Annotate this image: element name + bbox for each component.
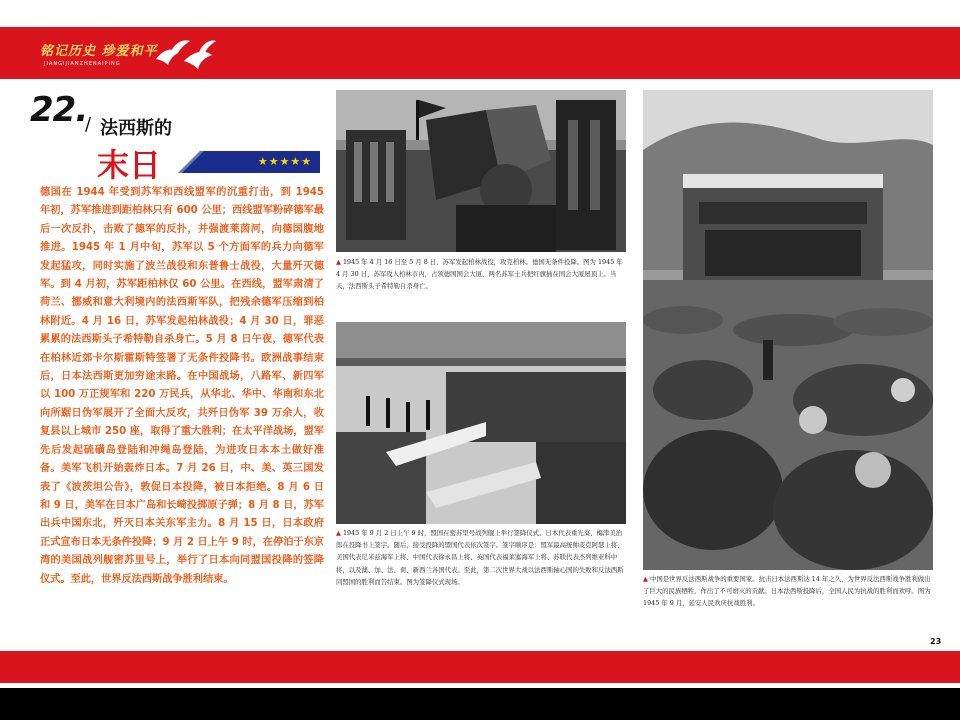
triangle-bullet-icon: ▲ — [643, 575, 648, 583]
caption-photo2-text: 1945 年 9 月 2 日上午 9 时，盟国在密苏里号战列舰上举行签降仪式。日本代表重光葵、梅津美治郎在投降书上签字。随后，接受投降的盟国代表依次签字。签字顺序是：盟军最高统帅麦克阿瑟上将、美国代表尼米兹海军上将、中国代表徐永昌上将、英国代表福莱塞海军上将、苏联代表杰列维亚科中将，以及澳、加、法、荷、新西兰各国代表。至此，第二次世界大战以法西斯轴心国的失败和反法西斯同盟国的胜利而告结束。图为签降仪式现场。 — [336, 529, 624, 586]
bottom-letterbox — [0, 688, 960, 720]
photo-surrender-ceremony — [336, 322, 626, 524]
article-body: 德国在 1944 年受到苏军和西线盟军的沉重打击，到 1945 年初，苏军推进到距柏林只有 600 公里；西线盟军粉碎德军最后一次反扑，击败了德军的反扑，并强渡莱茵河，向德国腹地推进。1945 年 1 月中旬，苏军以 5 个方面军的兵力向德军发起猛攻，同时实施了波兰战役和东普鲁士战役，大量歼灭德军。到 4 月初，苏军距柏林仅 60 公里。在西线，盟军肃清了荷兰、挪威和意大利境内的法西斯军队，把残余德军压缩到柏林附近。4 月 16 日，苏军发起柏林战役；4 月 30 日，罪恶累累的法西斯头子希特勒自杀身亡。5 月 8 日午夜，德军代表在柏林近郊卡尔斯霍斯特签署了无条件投降书。欧洲战事结束后，日本法西斯更加穷途末路。在中国战场，八路军、新四军以 100 万正规军和 220 万民兵，从华北、华中、华南和东北向所踞日伪军展开了全面大反攻，共歼日伪军 39 万余人，收复县以上城市 250 座，取得了重大胜利；在太平洋战场，盟军先后发起硫磺岛登陆和冲绳岛登陆，为进攻日本本土做好准备。美军飞机开始轰炸日本。7 月 26 日，中、美、英三国发表了《波茨坦公告》，敦促日本投降，被日本拒绝。8 月 6 日和 9 日，美军在日本广岛和长崎投掷原子弹；8 月 8 日，苏军出兵中国东北，歼灭日本关东军主力。8 月 15 日，日本政府正式宣布日本无条件投降；9 月 2 日上午 9 时，在停泊于东京湾的美国战列舰密苏里号上，举行了日本向同盟国投降的签降仪式。至此，世界反法西斯战争胜利结束。 — [40, 187, 324, 585]
triangle-bullet-icon: ▲ — [336, 529, 341, 537]
article-number: 22. — [30, 90, 88, 130]
photo-reichstag-flag — [336, 90, 626, 252]
caption-photo2 — [336, 527, 626, 627]
caption-photo1-text: 1945 年 4 月 16 日至 5 月 8 日，苏军发起柏林战役，攻克柏林。德国无条件投降。图为 1945 年 4 月 30 日，苏军攻入柏林市内，占领德国国会大厦，两名苏军士兵把红旗插在国会大厦屋顶上。当天，法西斯头子希特勒自杀身亡。 — [336, 258, 623, 291]
dove-icon — [150, 35, 220, 75]
page-number: 23 — [930, 637, 942, 646]
caption-photo3 — [643, 573, 933, 637]
footer-band — [0, 651, 960, 683]
triangle-bullet-icon: ▲ — [336, 258, 341, 266]
star-rating: ★★★★★ — [257, 155, 313, 168]
title-slash: / — [85, 114, 92, 135]
article-title-line1: 法西斯的 — [100, 118, 172, 139]
brand-subtitle: JIANGIJIANZHENAIPING — [44, 61, 121, 67]
photo-yanan-celebration — [643, 90, 933, 570]
header-band — [0, 27, 960, 79]
brand-slogan: 铭记历史 珍爱和平 — [40, 44, 158, 59]
caption-photo3-text: 中国是世界反法西斯战争的重要国家。抗击日本法西斯达 14 年之久，为世界反法西斯战争胜利做出了巨大的民族牺牲，作出了不可磨灭的贡献。日本法西斯投降后，全国人民为抗战的胜利而欢呼。图为 1945 年 9 月，延安人民欢庆抗战胜利。 — [643, 575, 931, 608]
article-title-line2: 末日 — [97, 146, 162, 184]
caption-photo1 — [336, 256, 626, 320]
